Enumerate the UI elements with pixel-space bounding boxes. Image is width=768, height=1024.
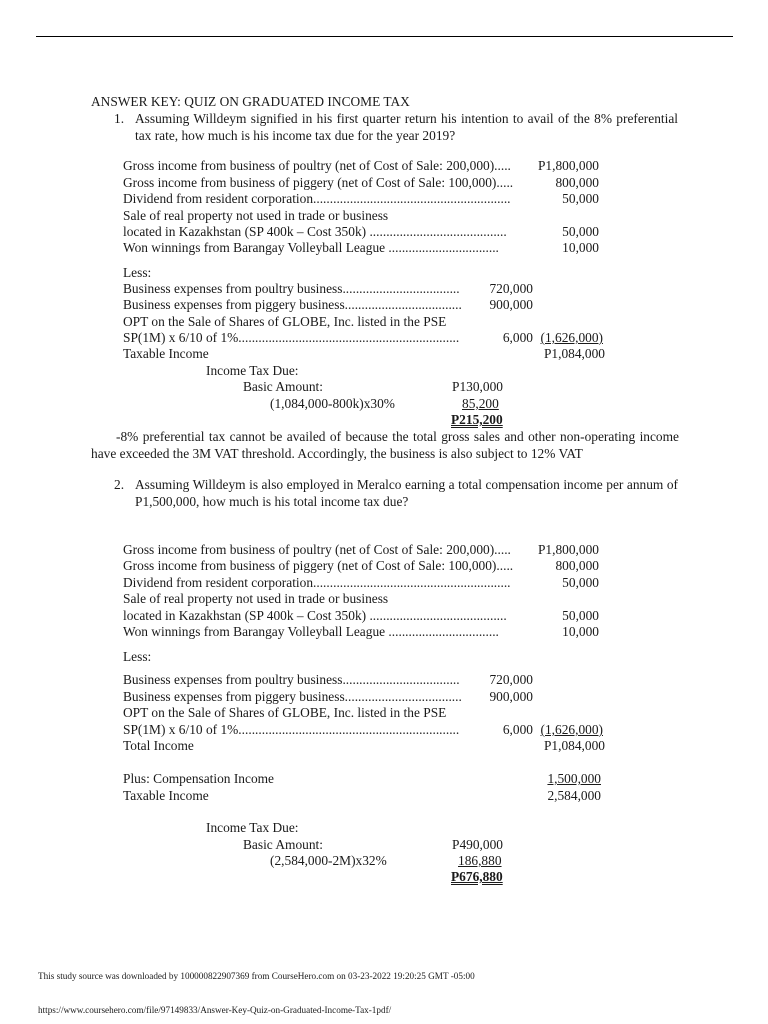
q1-less-label: Less:	[123, 265, 152, 280]
row-amount: P1,800,000	[537, 542, 599, 557]
q2-excess-amount: 186,880	[458, 853, 502, 868]
q1-number: 1.	[114, 111, 125, 126]
row-label: Won winnings from Barangay Volleyball League .................................	[123, 624, 499, 639]
row-label: SP(1M) x 6/10 of 1%..................................................................	[123, 330, 460, 345]
q1-income-tax-due-label: Income Tax Due:	[206, 363, 299, 378]
taxable-income-amount: P1,084,000	[543, 346, 605, 361]
row-label: Gross income from business of piggery (net of Cost of Sale: 100,000).....	[123, 175, 514, 190]
taxable-income-amount: 2,584,000	[547, 788, 601, 803]
row-amount: 50,000	[562, 575, 599, 590]
row-label: Business expenses from poultry business...................................	[123, 672, 460, 687]
row-amount: 50,000	[562, 224, 599, 239]
row-label: OPT on the Sale of Shares of GLOBE, Inc. listed in the PSE	[123, 314, 447, 329]
row-amount: 900,000	[489, 297, 533, 312]
q2-excess-formula: (2,584,000-2M)x32%	[270, 853, 387, 868]
row-label: OPT on the Sale of Shares of GLOBE, Inc. listed in the PSE	[123, 705, 447, 720]
q1-basic-amount: P130,000	[452, 379, 503, 394]
row-label: Sale of real property not used in trade or business	[123, 208, 389, 223]
row-amount: 50,000	[562, 191, 599, 206]
q1-note: -8% preferential tax cannot be availed of because the total gross sales and other non-operating income have exceeded the 3M VAT threshold. Accordingly, the business is also subject to 12% VAT	[91, 429, 679, 461]
row-label: Gross income from business of poultry (net of Cost of Sale: 200,000).....	[123, 158, 511, 173]
row-label: located in Kazakhstan (SP 400k – Cost 350k) .........................................	[123, 224, 507, 239]
q2-question: Assuming Willdeym is also employed in Meralco earning a total compensation income per annum of P1,500,000, how much is his total income tax due?	[135, 477, 678, 509]
q1-total-tax-due: P215,200	[451, 412, 503, 427]
row-amount: 6,000	[502, 722, 533, 737]
taxable-income-label: Taxable Income	[123, 346, 209, 361]
header-rule	[36, 36, 733, 37]
footer-source-url[interactable]: https://www.coursehero.com/file/97149833/Answer-Key-Quiz-on-Graduated-Income-Tax-1pdf/	[38, 1005, 392, 1015]
compensation-income-label: Plus: Compensation Income	[123, 771, 275, 786]
row-amount: 720,000	[489, 672, 533, 687]
row-label: Dividend from resident corporation...........................................................	[123, 191, 511, 206]
row-label: Won winnings from Barangay Volleyball League .................................	[123, 240, 499, 255]
total-income-amount: P1,084,000	[543, 738, 605, 753]
taxable-income-label: Taxable Income	[123, 788, 209, 803]
compensation-income-amount: 1,500,000	[547, 771, 601, 786]
q1-excess-amount: 85,200	[462, 396, 499, 411]
row-label: Business expenses from piggery business...................................	[123, 689, 462, 704]
row-label: Gross income from business of poultry (net of Cost of Sale: 200,000).....	[123, 542, 511, 557]
row-amount: 10,000	[562, 240, 599, 255]
q1-question: Assuming Willdeym signified in his first quarter return his intention to avail of the 8% preferential tax rate, how much is his income tax due for the year 2019?	[135, 111, 678, 143]
row-amount: 800,000	[555, 175, 599, 190]
row-amount: 900,000	[489, 689, 533, 704]
row-label: SP(1M) x 6/10 of 1%..................................................................	[123, 722, 460, 737]
row-label: located in Kazakhstan (SP 400k – Cost 350k) .........................................	[123, 608, 507, 623]
row-label: Business expenses from poultry business...................................	[123, 281, 460, 296]
row-label: Gross income from business of piggery (net of Cost of Sale: 100,000).....	[123, 558, 514, 573]
row-label: Sale of real property not used in trade or business	[123, 591, 389, 606]
footer-download-notice: This study source was downloaded by 100000822907369 from CourseHero.com on 03-23-2022 19:20:25 GMT -05:00	[38, 971, 475, 981]
row-label: Business expenses from piggery business...................................	[123, 297, 462, 312]
row-amount: P1,800,000	[537, 158, 599, 173]
row-label: Dividend from resident corporation...........................................................	[123, 575, 511, 590]
row-amount: 50,000	[562, 608, 599, 623]
q2-total-tax-due: P676,880	[451, 869, 503, 884]
q2-income-tax-due-label: Income Tax Due:	[206, 820, 299, 835]
q2-less-label: Less:	[123, 649, 152, 664]
document-title: ANSWER KEY: QUIZ ON GRADUATED INCOME TAX	[91, 94, 410, 109]
row-total: (1,626,000)	[540, 722, 603, 737]
row-amount: 10,000	[562, 624, 599, 639]
row-total: (1,626,000)	[540, 330, 603, 345]
q2-basic-amount: P490,000	[452, 837, 503, 852]
q2-basic-amount-label: Basic Amount:	[243, 837, 323, 852]
row-amount: 720,000	[489, 281, 533, 296]
q1-basic-amount-label: Basic Amount:	[243, 379, 323, 394]
row-amount: 800,000	[555, 558, 599, 573]
total-income-label: Total Income	[123, 738, 194, 753]
q2-number: 2.	[114, 477, 125, 492]
q1-excess-formula: (1,084,000-800k)x30%	[270, 396, 395, 411]
row-amount: 6,000	[502, 330, 533, 345]
